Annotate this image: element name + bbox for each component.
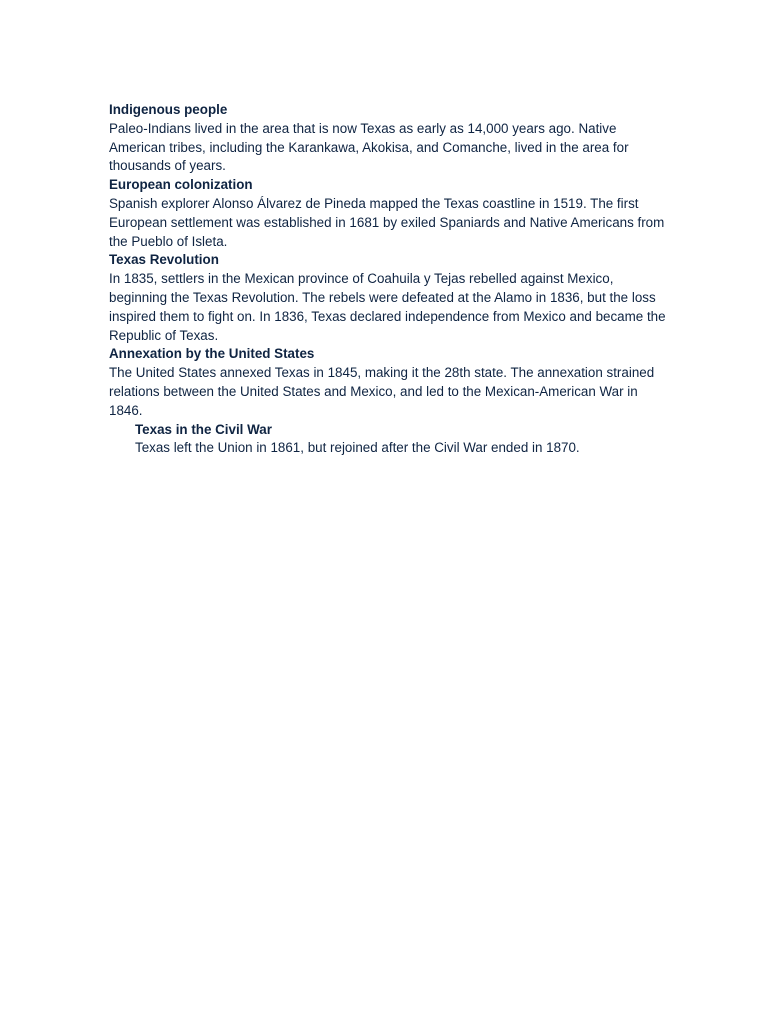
section-body: Paleo-Indians lived in the area that is now Texas as early as 14,000 years ago. Native American tribes, including the Karankawa, Akokisa, and Comanche, lived in the area for thousands of years. xyxy=(109,120,629,174)
section-texas-revolution xyxy=(109,251,669,345)
section-heading: European colonization xyxy=(109,177,253,193)
section-body: In 1835, settlers in the Mexican province of Coahuila y Tejas rebelled against Mexico, beginning the Texas Revolution. The rebels were defeated at the Alamo in 1836, but the loss inspired them to fight on. In 1836, Texas declared independence from Mexico and became the Republic of Texas. xyxy=(109,271,666,343)
section-heading: Indigenous people xyxy=(109,102,228,117)
section-body: Texas left the Union in 1861, but rejoined after the Civil War ended in 1870. xyxy=(135,440,580,456)
section-heading: Annexation by the United States xyxy=(109,346,315,362)
document-page xyxy=(109,101,669,458)
section-body: The United States annexed Texas in 1845, making it the 28th state. The annexation strained relations between the United States and Mexico, and led to the Mexican-American War in 1846. xyxy=(109,365,655,418)
section-civil-war xyxy=(109,421,669,459)
section-heading: Texas in the Civil War xyxy=(135,421,272,437)
section-body: Spanish explorer Alonso Álvarez de Pineda mapped the Texas coastline in 1519. The first European settlement was established in 1681 by exiled Spaniards and Native Americans from the Pueblo of Isleta. xyxy=(109,195,665,249)
section-indigenous-people xyxy=(109,101,669,176)
section-heading: Texas Revolution xyxy=(109,252,219,268)
section-annexation xyxy=(109,345,669,420)
section-european-colonization xyxy=(109,176,669,251)
